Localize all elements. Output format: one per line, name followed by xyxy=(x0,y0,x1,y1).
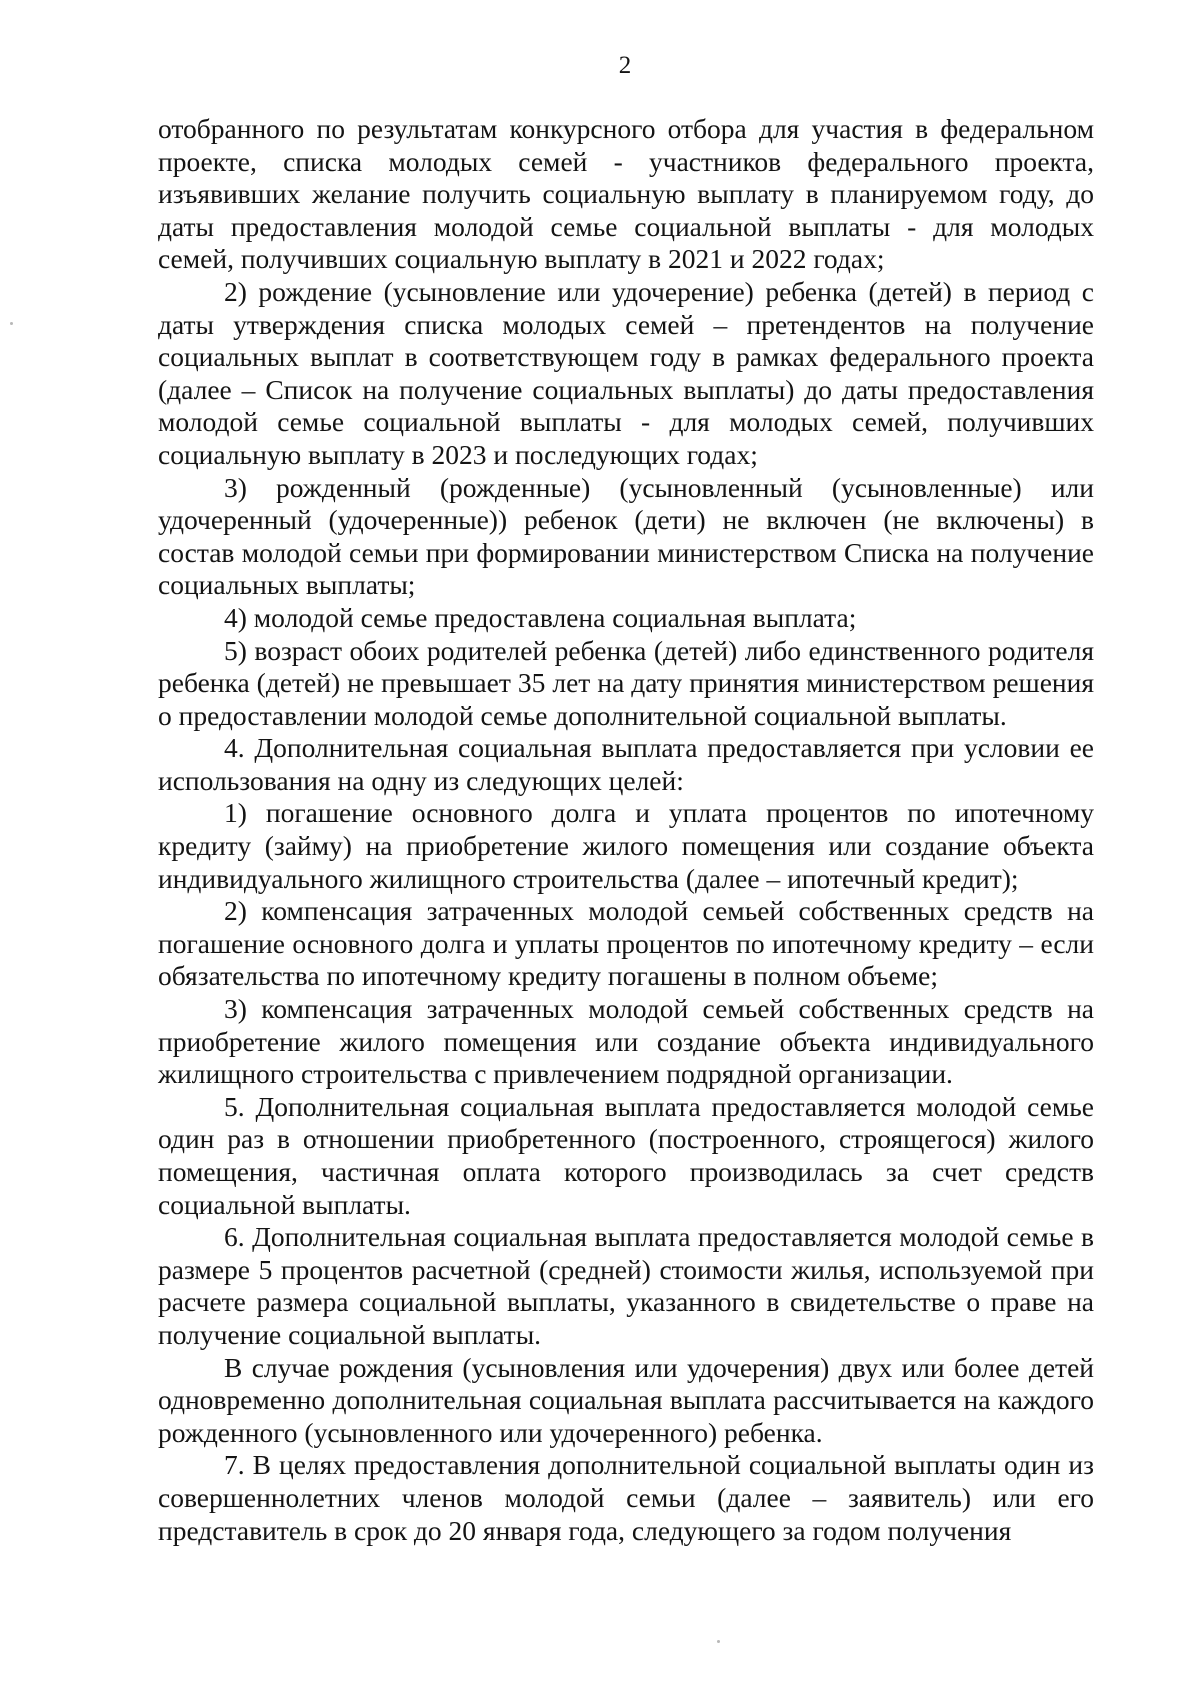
page-number: 2 xyxy=(618,52,632,79)
paragraph-clause-5: 5. Дополнительная социальная выплата предоставляется молодой семье один раз в отношении приобретенного (построенного, строящегося) жилого помещения, частичная оплата которого производилась за счет средств социальной выплаты. xyxy=(158,1090,1094,1220)
paragraph-clause-7: 7. В целях предоставления дополнительной социальной выплаты один из совершеннолетних членов молодой семьи (далее – заявитель) или его представитель в срок до 20 января года, следующего за годом получения xyxy=(158,1449,1094,1546)
paragraph-clause-6: 6. Дополнительная социальная выплата предоставляется молодой семье в размере 5 процентов расчетной (средней) стоимости жилья, используемой при расчете размера социальной выплаты, указанного в свидетельстве о праве на получение социальной выплаты. xyxy=(158,1221,1094,1350)
paragraph-item-4: 4) молодой семье предоставлена социальная выплата; xyxy=(224,601,857,633)
paragraph-item-3: 3) рожденный (рожденные) (усыновленный (усыновленные) или удочеренный (удочеренные)) ребенок (дети) не включен (не включены) в состав молодой семьи при формировании министерством Списка на получение социальных выплаты; xyxy=(158,471,1094,601)
document-body xyxy=(158,113,1094,1547)
paragraph-clause-4-item-3: 3) компенсация затраченных молодой семьей собственных средств на приобретение жилого помещения или создание объекта индивидуального жилищного строительства с привлечением подрядной организации. xyxy=(158,993,1094,1090)
paragraph-clause-4-item-2: 2) компенсация затраченных молодой семьей собственных средств на погашение основного долга и уплаты процентов по ипотечному кредиту – если обязательства по ипотечному кредиту погашены в полном объеме; xyxy=(158,895,1094,992)
paragraph-item-5: 5) возраст обоих родителей ребенка (детей) либо единственного родителя ребенка (детей) не превышает 35 лет на дату принятия министерством решения о предоставлении молодой семье дополнительной социальной выплаты. xyxy=(158,634,1094,731)
paragraph-item-2: 2) рождение (усыновление или удочерение) ребенка (детей) в период с даты утверждения списка молодых семей – претендентов на получение социальных выплат в соответствующем году в рамках федерального проекта (далее – Список на получение социальных выплаты) до даты предоставления молодой семье социальной выплаты - для молодых семей, получивших социальную выплату в 2023 и последующих годах; xyxy=(158,275,1094,470)
paragraph-clause-4: 4. Дополнительная социальная выплата предоставляется при условии ее использования на одну из следующих целей: xyxy=(158,732,1094,796)
scan-speck xyxy=(717,1640,720,1643)
paragraph-continuation: отобранного по результатам конкурсного отбора для участия в федеральном проекте, списка молодых семей - участников федерального проекта, изъявивших желание получить социальную выплату в планируемом году, до даты предоставления молодой семье социальной выплаты - для молодых семей, получивших социальную выплату в 2021 и 2022 годах; xyxy=(158,113,1094,275)
scan-speck xyxy=(10,322,13,325)
paragraph-clause-4-item-1: 1) погашение основного долга и уплата процентов по ипотечному кредиту (займу) на приобретение жилого помещения или создание объекта индивидуального жилищного строительства (далее – ипотечный кредит); xyxy=(158,797,1094,894)
paragraph-clause-6-multiple-births: В случае рождения (усыновления или удочерения) двух или более детей одновременно дополнительная социальная выплата рассчитывается на каждого рожденного (усыновленного или удочеренного) ребенка. xyxy=(158,1351,1094,1448)
